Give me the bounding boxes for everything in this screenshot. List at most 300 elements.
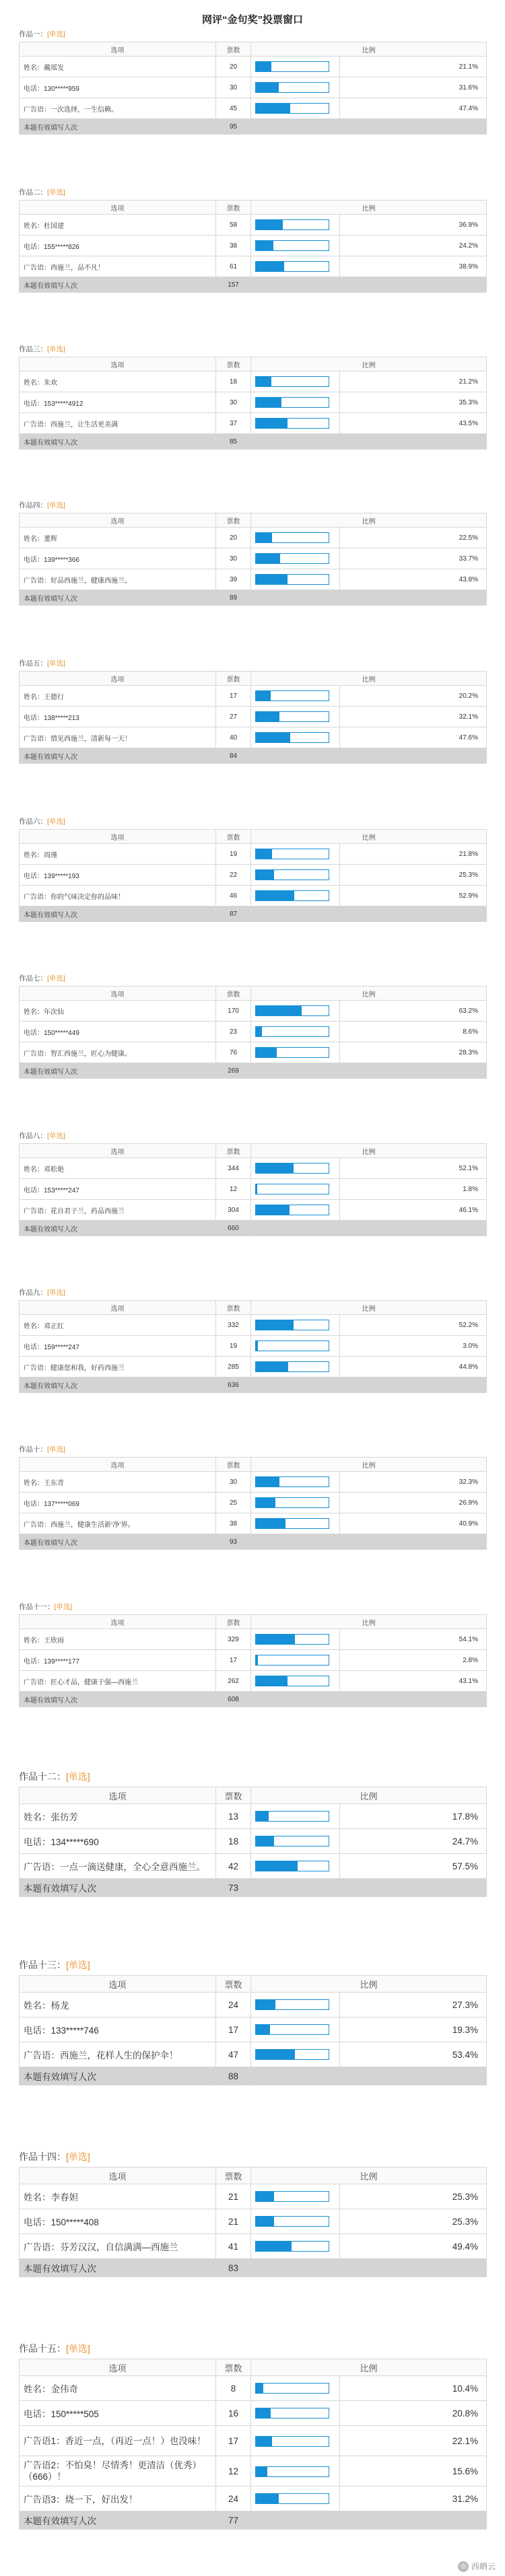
option-label: 广告语：西施兰，健康生活新‘净’界。 <box>20 1513 216 1534</box>
table-footer-row <box>20 2259 487 2277</box>
option-column-header: 选项 <box>20 1787 216 1804</box>
votes-column-header: 票数 <box>216 830 251 844</box>
votes-column-header: 票数 <box>216 201 251 215</box>
single-choice-tag: [单选] <box>47 818 65 826</box>
ratio-percent: 25.3% <box>340 865 487 886</box>
ratio-percent: 35.3% <box>340 392 487 413</box>
ratio-percent: 44.8% <box>340 1357 487 1378</box>
table-row <box>20 98 487 119</box>
ratio-bar-cell <box>251 2017 340 2042</box>
ratio-bar-cell <box>251 215 340 236</box>
option-label: 姓名：董辉 <box>20 528 216 548</box>
page-title: 网评“金句奖”投票窗口 <box>201 14 303 26</box>
ratio-bar-track <box>255 2216 329 2227</box>
table-header-row <box>20 357 487 371</box>
work-title: 作品五： <box>19 659 47 668</box>
vote-count: 304 <box>216 1200 251 1221</box>
votes-column-header: 票数 <box>216 1458 251 1472</box>
option-column-header: 选项 <box>20 672 216 686</box>
ratio-bar-track <box>255 240 329 251</box>
table-row <box>20 1650 487 1671</box>
option-label: 广告语：情见西施兰，清新每一天！ <box>20 727 216 748</box>
table-header-row <box>20 201 487 215</box>
table-row <box>20 1854 487 1879</box>
option-label: 广告语：智汇西施兰，匠心为健康。 <box>20 1042 216 1063</box>
vote-count: 12 <box>216 2456 251 2486</box>
option-label: 电话：139*****366 <box>20 548 216 569</box>
table-row <box>20 2184 487 2209</box>
option-label: 广告语3：烧一下，好出发！ <box>20 2486 216 2511</box>
total-label: 本题有效填写人次 <box>20 1879 216 1897</box>
ratio-bar-track <box>255 1361 329 1372</box>
ratio-bar-cell <box>251 2209 340 2234</box>
ratio-bar-track <box>255 574 329 585</box>
watermark-logo-icon: ◎ <box>458 2561 469 2572</box>
work-title: 作品四： <box>19 501 47 509</box>
ratio-bar-track <box>255 1518 329 1529</box>
ratio-percent: 8.6% <box>340 1022 487 1042</box>
ratio-percent: 21.8% <box>340 844 487 865</box>
ratio-bar-cell <box>251 1650 340 1671</box>
vote-count: 8 <box>216 2376 251 2401</box>
vote-count: 170 <box>216 1001 251 1022</box>
ratio-percent: 17.8% <box>340 1804 487 1829</box>
ratio-bar-cell <box>251 569 340 590</box>
poll-section <box>19 1285 487 1393</box>
ratio-bar-track <box>255 2191 329 2202</box>
table-row <box>20 2209 487 2234</box>
ratio-bar-cell <box>251 1200 340 1221</box>
vote-count: 58 <box>216 215 251 236</box>
ratio-bar-fill <box>256 1498 275 1507</box>
single-choice-tag: [单选] <box>66 2151 90 2162</box>
vote-count: 16 <box>216 2401 251 2426</box>
option-label: 电话：150*****505 <box>20 2401 216 2426</box>
work-title: 作品十： <box>19 1445 47 1454</box>
ratio-bar-track <box>255 1999 329 2010</box>
ratio-percent: 24.7% <box>340 1829 487 1854</box>
option-label: 广告语：西施兰，品不凡！ <box>20 256 216 277</box>
poll-table <box>19 1787 487 1897</box>
ratio-column-header: 比例 <box>251 830 487 844</box>
ratio-column-header: 比例 <box>251 201 487 215</box>
ratio-percent: 1.8% <box>340 1179 487 1200</box>
ratio-bar-cell <box>251 2376 340 2401</box>
option-label: 电话：139*****193 <box>20 865 216 886</box>
ratio-bar-track <box>255 1026 329 1037</box>
table-header-row <box>20 2359 487 2376</box>
ratio-percent: 32.1% <box>340 707 487 727</box>
total-count: 608 <box>216 1692 251 1707</box>
ratio-bar-track <box>255 869 329 880</box>
ratio-column-header: 比例 <box>251 2168 487 2184</box>
table-footer-row <box>20 748 487 764</box>
ratio-bar-track <box>255 1163 329 1174</box>
single-choice-tag: [单选] <box>47 188 65 196</box>
vote-count: 329 <box>216 1629 251 1650</box>
poll-table <box>19 1457 487 1550</box>
votes-column-header: 票数 <box>216 2168 251 2184</box>
ratio-bar-cell <box>251 1472 340 1493</box>
total-count: 83 <box>216 2259 251 2277</box>
vote-count: 262 <box>216 1671 251 1692</box>
total-count: 87 <box>216 906 251 922</box>
work-title: 作品九： <box>19 1289 47 1297</box>
ratio-bar-cell <box>251 548 340 569</box>
ratio-bar-fill <box>256 1519 285 1528</box>
section-title <box>19 1600 487 1614</box>
ratio-bar-fill <box>256 262 284 271</box>
total-count: 88 <box>216 2067 251 2085</box>
single-choice-tag: [单选] <box>47 659 65 668</box>
table-row <box>20 1022 487 1042</box>
ratio-bar-track <box>255 711 329 722</box>
vote-count: 17 <box>216 1650 251 1671</box>
table-footer-row <box>20 119 487 135</box>
ratio-bar-track <box>255 1340 329 1351</box>
vote-count: 39 <box>216 569 251 590</box>
section-title <box>19 1442 487 1457</box>
ratio-bar-track <box>255 1005 329 1016</box>
section-title <box>19 185 487 200</box>
ratio-bar-cell <box>251 2486 340 2511</box>
table-footer-row <box>20 1378 487 1393</box>
ratio-bar-fill <box>256 83 279 92</box>
single-choice-tag: [单选] <box>66 1960 90 1970</box>
ratio-bar-cell <box>251 2426 340 2456</box>
ratio-bar-cell <box>251 256 340 277</box>
table-footer-row <box>20 2067 487 2085</box>
total-count: 73 <box>216 1879 251 1897</box>
option-label: 电话：137*****069 <box>20 1493 216 1513</box>
ratio-bar-fill <box>256 2050 295 2059</box>
work-title: 作品一： <box>19 30 47 38</box>
ratio-bar-fill <box>256 1861 298 1871</box>
vote-count: 21 <box>216 2209 251 2234</box>
ratio-percent: 32.3% <box>340 1472 487 1493</box>
option-label: 姓名：年次仙 <box>20 1001 216 1022</box>
option-label: 广告语：花自君子兰，药品西施兰 <box>20 1200 216 1221</box>
ratio-bar-fill <box>256 2437 272 2446</box>
table-row <box>20 236 487 256</box>
ratio-bar-fill <box>256 533 272 542</box>
poll-table <box>19 1975 487 2085</box>
table-footer-row <box>20 277 487 293</box>
option-label: 姓名：邓松艳 <box>20 1158 216 1179</box>
table-header-row <box>20 513 487 528</box>
poll-table <box>19 42 487 135</box>
ratio-percent: 20.2% <box>340 686 487 707</box>
ratio-percent: 38.9% <box>340 256 487 277</box>
ratio-bar-track <box>255 1861 329 1871</box>
ratio-percent: 31.6% <box>340 77 487 98</box>
total-count: 89 <box>216 590 251 606</box>
vote-count: 46 <box>216 886 251 906</box>
poll-section <box>19 1129 487 1236</box>
ratio-bar-cell <box>251 392 340 413</box>
ratio-bar-cell <box>251 77 340 98</box>
votes-column-header: 票数 <box>216 1144 251 1158</box>
poll-section <box>19 1766 487 1897</box>
table-header-row <box>20 672 487 686</box>
table-footer-row <box>20 1534 487 1550</box>
vote-count: 61 <box>216 256 251 277</box>
table-header-row <box>20 830 487 844</box>
poll-table <box>19 2167 487 2277</box>
ratio-percent: 20.8% <box>340 2401 487 2426</box>
option-label: 姓名：戴瑶发 <box>20 57 216 77</box>
ratio-bar-fill <box>256 1655 258 1665</box>
total-count: 85 <box>216 434 251 450</box>
ratio-bar-fill <box>256 419 288 428</box>
ratio-bar-fill <box>256 62 271 71</box>
table-row <box>20 1042 487 1063</box>
work-title: 作品十三： <box>19 1960 66 1970</box>
option-column-header: 选项 <box>20 201 216 215</box>
table-row <box>20 1315 487 1336</box>
ratio-bar-cell <box>251 865 340 886</box>
ratio-bar-track <box>255 1497 329 1508</box>
vote-count: 30 <box>216 77 251 98</box>
total-label: 本题有效填写人次 <box>20 2511 216 2530</box>
ratio-bar-track <box>255 1676 329 1686</box>
option-label: 姓名：朱欢 <box>20 371 216 392</box>
table-header-row <box>20 1458 487 1472</box>
ratio-bar-fill <box>256 575 288 584</box>
table-footer-row <box>20 590 487 606</box>
table-row <box>20 2486 487 2511</box>
total-count: 77 <box>216 2511 251 2530</box>
ratio-bar-cell <box>251 528 340 548</box>
ratio-bar-cell <box>251 1179 340 1200</box>
poll-table <box>19 986 487 1079</box>
ratio-percent: 40.9% <box>340 1513 487 1534</box>
poll-table <box>19 671 487 764</box>
vote-count: 37 <box>216 413 251 434</box>
option-label: 姓名：李春妲 <box>20 2184 216 2209</box>
ratio-column-header: 比例 <box>251 42 487 57</box>
option-label: 姓名：张彷芳 <box>20 1804 216 1829</box>
ratio-bar-cell <box>251 1829 340 1854</box>
ratio-percent: 22.1% <box>340 2426 487 2456</box>
ratio-bar-fill <box>256 1836 274 1846</box>
ratio-bar-fill <box>256 104 290 113</box>
ratio-percent: 47.4% <box>340 98 487 119</box>
ratio-bar-fill <box>256 220 283 229</box>
single-choice-tag: [单选] <box>54 1603 73 1611</box>
ratio-bar-fill <box>256 398 281 407</box>
vote-count: 12 <box>216 1179 251 1200</box>
ratio-column-header: 比例 <box>251 1787 487 1804</box>
table-row <box>20 1993 487 2017</box>
ratio-percent: 24.2% <box>340 236 487 256</box>
ratio-bar-fill <box>256 1006 302 1015</box>
section-title <box>19 27 487 42</box>
ratio-bar-cell <box>251 1022 340 1042</box>
option-label: 广告语：西施兰，花样人生的保护伞！ <box>20 2042 216 2067</box>
ratio-bar-fill <box>256 2217 274 2226</box>
ratio-column-header: 比例 <box>251 672 487 686</box>
table-row <box>20 2234 487 2259</box>
vote-count: 18 <box>216 371 251 392</box>
ratio-bar-fill <box>256 1341 258 1351</box>
poll-section <box>19 27 487 135</box>
vote-count: 344 <box>216 1158 251 1179</box>
vote-count: 41 <box>216 2234 251 2259</box>
poll-section <box>19 2338 487 2530</box>
ratio-bar-cell <box>251 1804 340 1829</box>
total-label: 本题有效填写人次 <box>20 1063 216 1079</box>
ratio-bar-cell <box>251 236 340 256</box>
vote-count: 20 <box>216 57 251 77</box>
poll-section <box>19 971 487 1079</box>
table-header-row <box>20 42 487 57</box>
ratio-percent: 10.4% <box>340 2376 487 2401</box>
total-count: 660 <box>216 1221 251 1236</box>
ratio-bar-fill <box>256 2408 271 2418</box>
table-row <box>20 886 487 906</box>
single-choice-tag: [单选] <box>47 974 65 982</box>
table-row <box>20 1493 487 1513</box>
ratio-bar-fill <box>256 2025 270 2034</box>
option-label: 电话：130*****959 <box>20 77 216 98</box>
table-footer-row <box>20 1063 487 1079</box>
ratio-bar-track <box>255 2241 329 2252</box>
ratio-bar-track <box>255 82 329 93</box>
ratio-bar-fill <box>256 1676 288 1686</box>
option-label: 电话：139*****177 <box>20 1650 216 1671</box>
ratio-bar-track <box>255 397 329 408</box>
option-label: 电话：150*****449 <box>20 1022 216 1042</box>
single-choice-tag: [单选] <box>47 1289 65 1297</box>
poll-section <box>19 1600 487 1707</box>
table-footer-row <box>20 1879 487 1897</box>
votes-column-header: 票数 <box>216 357 251 371</box>
table-row <box>20 1179 487 1200</box>
ratio-percent: 28.3% <box>340 1042 487 1063</box>
ratio-column-header: 比例 <box>251 1301 487 1315</box>
watermark-text: 西晒云 <box>471 2562 496 2571</box>
ratio-percent: 33.7% <box>340 548 487 569</box>
vote-count: 40 <box>216 727 251 748</box>
ratio-bar-track <box>255 219 329 230</box>
table-footer-row <box>20 2511 487 2530</box>
poll-table <box>19 200 487 293</box>
table-row <box>20 2017 487 2042</box>
ratio-percent: 31.2% <box>340 2486 487 2511</box>
section-title <box>19 656 487 671</box>
total-label: 本题有效填写人次 <box>20 2067 216 2085</box>
ratio-percent: 27.3% <box>340 1993 487 2017</box>
option-column-header: 选项 <box>20 1144 216 1158</box>
ratio-percent: 19.3% <box>340 2017 487 2042</box>
total-label: 本题有效填写人次 <box>20 1221 216 1236</box>
poll-section <box>19 656 487 764</box>
vote-count: 19 <box>216 844 251 865</box>
ratio-bar-cell <box>251 1629 340 1650</box>
vote-count: 76 <box>216 1042 251 1063</box>
option-label: 电话：153*****4912 <box>20 392 216 413</box>
table-row <box>20 413 487 434</box>
option-label: 广告语：好品西施兰，健康西施兰。 <box>20 569 216 590</box>
table-header-row <box>20 1301 487 1315</box>
vote-count: 24 <box>216 1993 251 2017</box>
table-row <box>20 707 487 727</box>
ratio-percent: 63.2% <box>340 1001 487 1022</box>
votes-column-header: 票数 <box>216 1301 251 1315</box>
ratio-bar-fill <box>256 241 273 250</box>
option-label: 电话：138*****213 <box>20 707 216 727</box>
table-row <box>20 1336 487 1357</box>
votes-column-header: 票数 <box>216 1615 251 1629</box>
ratio-bar-cell <box>251 686 340 707</box>
work-title: 作品十四： <box>19 2151 66 2162</box>
ratio-percent: 2.8% <box>340 1650 487 1671</box>
total-label: 本题有效填写人次 <box>20 748 216 764</box>
option-label: 电话：133*****746 <box>20 2017 216 2042</box>
ratio-percent: 57.5% <box>340 1854 487 1879</box>
ratio-bar-track <box>255 732 329 743</box>
table-row <box>20 528 487 548</box>
table-header-row <box>20 1144 487 1158</box>
ratio-bar-fill <box>256 1205 290 1215</box>
ratio-percent: 53.4% <box>340 2042 487 2067</box>
table-footer-row <box>20 1221 487 1236</box>
ratio-bar-cell <box>251 1158 340 1179</box>
option-label: 广告语：你的气味决定你的品味！ <box>20 886 216 906</box>
option-label: 姓名：王东青 <box>20 1472 216 1493</box>
votes-column-header: 票数 <box>216 1787 251 1804</box>
table-row <box>20 256 487 277</box>
table-header-row <box>20 1976 487 1993</box>
ratio-bar-track <box>255 1836 329 1847</box>
ratio-bar-fill <box>256 554 280 563</box>
table-row <box>20 57 487 77</box>
ratio-percent: 46.1% <box>340 1200 487 1221</box>
table-header-row <box>20 987 487 1001</box>
option-label: 电话：150*****408 <box>20 2209 216 2234</box>
ratio-bar-track <box>255 690 329 701</box>
ratio-bar-fill <box>256 712 279 721</box>
ratio-bar-track <box>255 418 329 429</box>
table-row <box>20 1804 487 1829</box>
single-choice-tag: [单选] <box>47 1445 65 1454</box>
option-label: 广告语1：香近一点，（再近一点！）也没味！ <box>20 2426 216 2456</box>
ratio-bar-cell <box>251 57 340 77</box>
vote-count: 332 <box>216 1315 251 1336</box>
watermark <box>458 2561 496 2572</box>
ratio-bar-cell <box>251 1357 340 1378</box>
table-footer-row <box>20 906 487 922</box>
table-row <box>20 865 487 886</box>
option-label: 姓名：杜国建 <box>20 215 216 236</box>
ratio-percent: 52.1% <box>340 1158 487 1179</box>
ratio-bar-cell <box>251 1042 340 1063</box>
table-row <box>20 2456 487 2486</box>
work-title: 作品二： <box>19 188 47 196</box>
vote-count: 45 <box>216 98 251 119</box>
ratio-bar-fill <box>256 2384 263 2393</box>
ratio-column-header: 比例 <box>251 1976 487 1993</box>
ratio-bar-track <box>255 532 329 543</box>
total-label: 本题有效填写人次 <box>20 1378 216 1393</box>
work-title: 作品十一： <box>19 1603 55 1611</box>
total-count: 636 <box>216 1378 251 1393</box>
vote-count: 23 <box>216 1022 251 1042</box>
option-column-header: 选项 <box>20 513 216 528</box>
ratio-bar-fill <box>256 1048 277 1057</box>
table-header-row <box>20 1615 487 1629</box>
